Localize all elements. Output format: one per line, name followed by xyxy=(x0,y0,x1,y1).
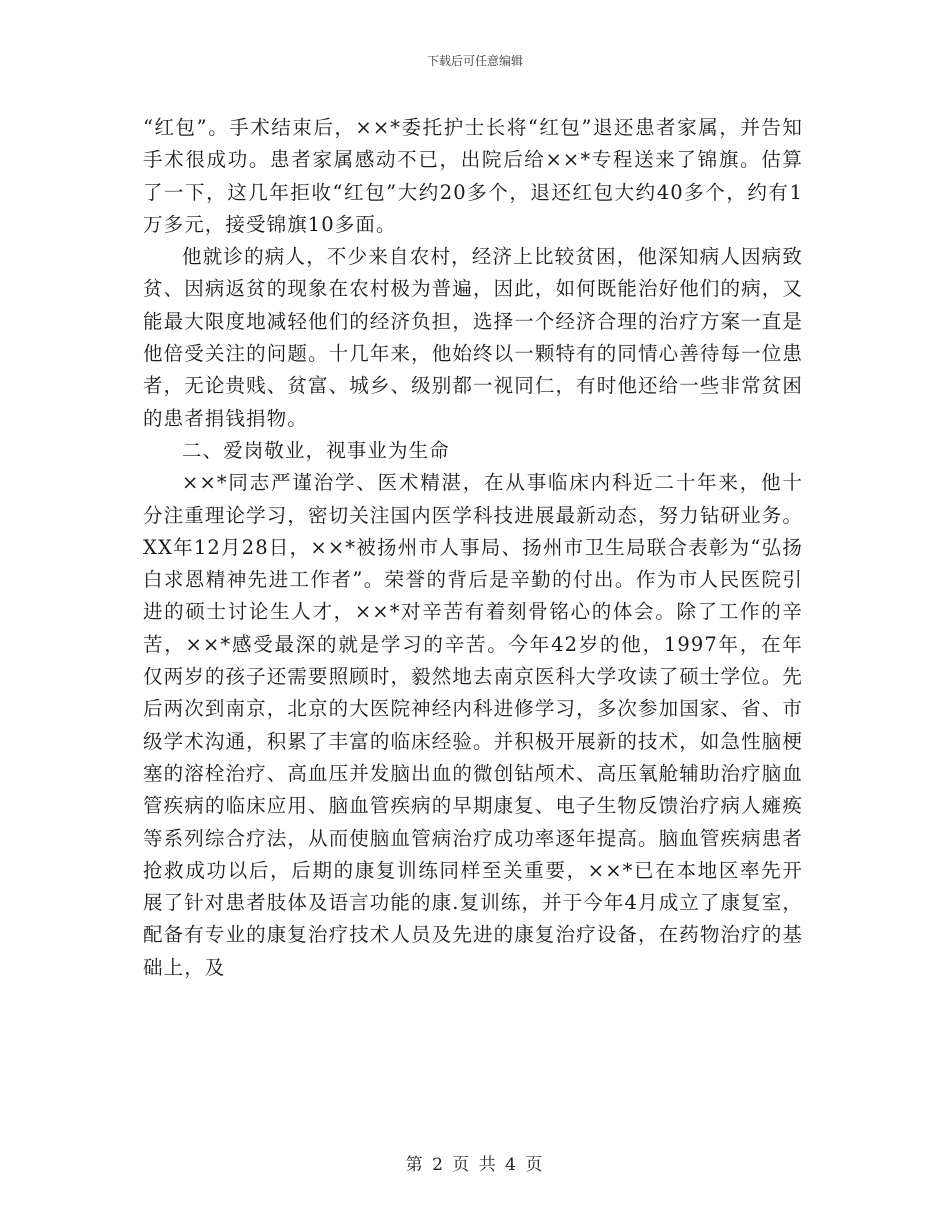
section-heading: 二、爱岗敬业，视事业为生命 xyxy=(182,438,450,462)
document-body xyxy=(143,112,803,984)
paragraph: “红包”。手术结束后，××*委托护士长将“红包”退还患者家属，并告知手术很成功。患者家属感动不已，出院后给××*专程送来了锦旗。估算了一下，这几年拒收“红包”大约20多个，退还红包大约40多个，约有1万多元，接受锦旗10多面。 xyxy=(143,116,803,236)
paragraph: ××*同志严谨治学、医术精湛，在从事临床内科近二十年来，他十分注重理论学习，密切关注国内医学科技进展最新动态，努力钻研业务。XX年12月28日，××*被扬州市人事局、扬州市卫生局联合表彰为“弘扬白求恩精神先进工作者”。荣誉的背后是辛勤的付出。作为市人民医院引进的硕士讨论生人才，××*对辛苦有着刻骨铭心的体会。除了工作的辛苦，××*感受最深的就是学习的辛苦。今年42岁的他，1997年，在年仅两岁的孩子还需要照顾时，毅然地去南京医科大学攻读了硕士学位。先后两次到南京，北京的大医院神经内科进修学习，多次参加国家、省、市级学术沟通，积累了丰富的临床经验。并积极开展新的技术，如急性脑梗塞的溶栓治疗、高血压并发脑出血的微创钻颅术、高压氧舱辅助治疗脑血管疾病的临床应用、脑血管疾病的早期康复、电子生物反馈治疗病人瘫痪等系列综合疗法，从而使脑血管病治疗成功率逐年提高。脑血管疾病患者抢救成功以后，后期的康复训练同样至关重要，××*已在本地区率先开展了针对患者肢体及语言功能的康.复训练，并于今年4月成立了康复室，配备有专业的康复治疗技术人员及先进的康复治疗设备，在药物治疗的基础上，及 xyxy=(143,471,803,979)
page-footer: 第 2 页 共 4 页 xyxy=(405,1155,545,1175)
page-header: 下载后可任意编辑 xyxy=(426,54,523,68)
paragraph: 他就诊的病人，不少来自农村，经济上比较贫困，他深知病人因病致贫、因病返贫的现象在农村极为普遍，因此，如何既能治好他们的病，又能最大限度地减轻他们的经济负担，选择一个经济合理的治疗方案一直是他倍受关注的问题。十几年来，他始终以一颗特有的同情心善待每一位患者，无论贵贱、贫富、城乡、级别都一视同仁，有时他还给一些非常贫困的患者捐钱捐物。 xyxy=(143,245,803,430)
